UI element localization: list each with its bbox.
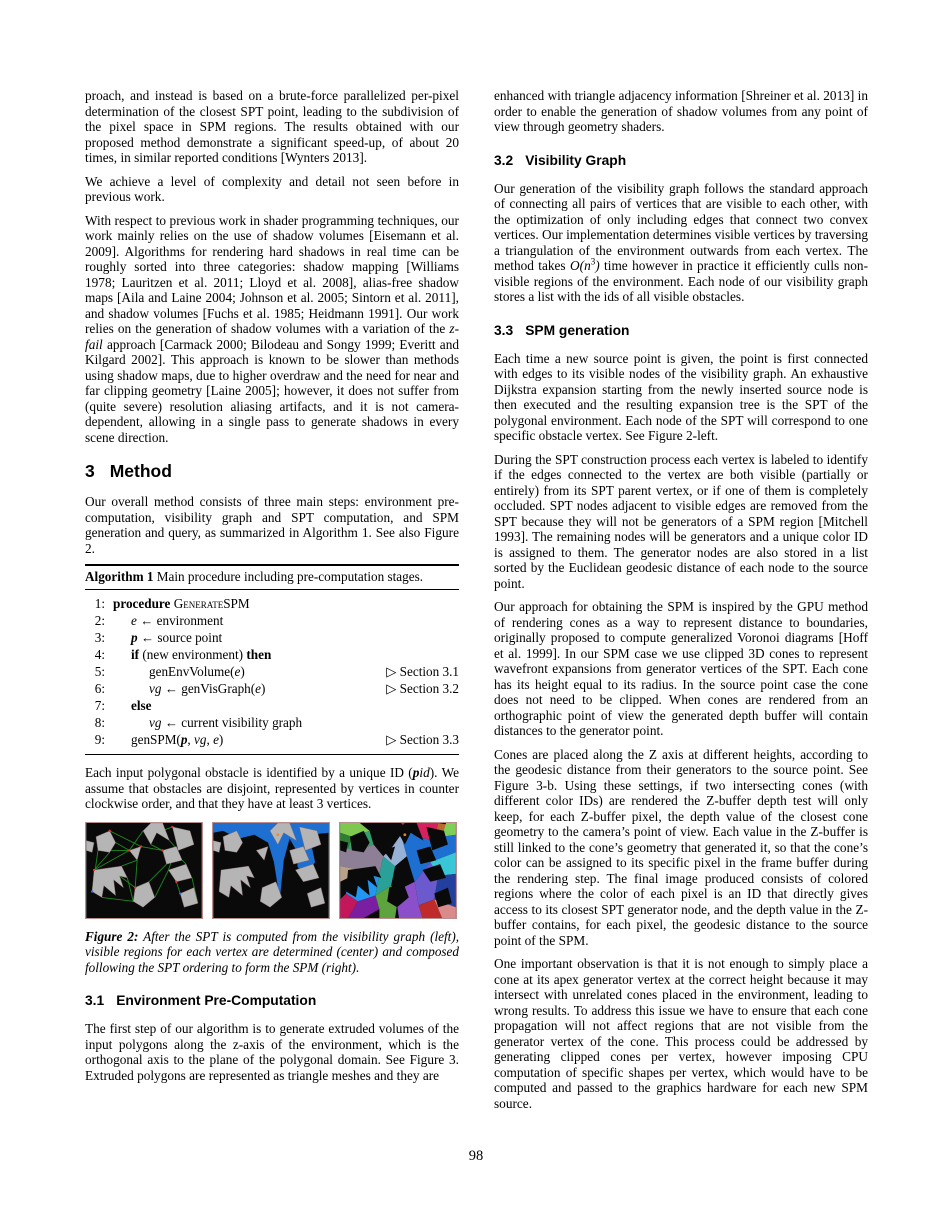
figure2-images bbox=[85, 822, 459, 919]
figure2-caption-text: After the SPT is computed from the visibility graph (left), visible regions for each vertex are determined (center) and composed following the SPT ordering to form the SPM (right). bbox=[85, 928, 460, 975]
paragraph: Cones are placed along the Z axis at different heights, according to the geodesic distance from their generators to the source point. See Figure 3-b. Using these settings, if two intersecting cones (with different color IDs) are rendered the Z-buffer depth test will only keep, for each Z-buffer pixel, the depth value of the closest cone geometry to the camera’s point of view. Each value in the Z-buffer is still linked to the cone’s geometry that generated it, so that the cone’s color can be assigned to its specific pixel in the frame buffer during the rendering step. The final image produced consists of colored regions where the color of each pixel is an ID that directly gives access to its closest SPT generator node, and the depth value in the Z-buffer contains, for each pixel, the geodesic distance to the source point of the SPM. bbox=[494, 746, 868, 948]
algorithm-lines bbox=[85, 590, 459, 755]
algorithm-line: 9: genSPM(p, vg, e) ▷ Section 3.3 bbox=[94, 732, 459, 747]
paragraph: enhanced with triangle adjacency information [Shreiner et al. 2013] in order to enable the generation of shadow volumes from any point of view through geometry shaders. bbox=[494, 88, 868, 134]
section-heading-spm-generation bbox=[494, 323, 868, 338]
section-heading-environment-precomputation bbox=[85, 993, 459, 1008]
paragraph: Our overall method consists of three main steps: environment pre-computation, visibility graph and SPT computation, and SPM generation and query, as summarized in Algorithm 1. See also Figure 2. bbox=[85, 494, 459, 556]
figure2-caption-label: Figure 2: bbox=[85, 928, 139, 944]
paragraph-text: approach [Carmack 2000; Bilodeau and Songy 1999; Everitt and Kilgard 2002]. This approach is known to be slower than methods using shadow maps, due to higher overdraw and the need for near and far clipping geometry [Laine 2005]; however, it does not suffer from (quite severe) resolution aliasing artifacts, and it is not camera-dependent, allowing in a single pass to generate shadows in every scene direction. bbox=[85, 336, 459, 445]
section-title: Method bbox=[109, 461, 172, 481]
figure2-image-spm-colored-regions bbox=[339, 822, 457, 919]
paragraph: The first step of our algorithm is to generate extruded volumes of the input polygons along the z-axis of the environment, which is the orthogonal axis to the plane of the polygonal domain. See Figure 3. Extruded polygons are represented as triangle meshes and they are bbox=[85, 1021, 459, 1083]
algorithm-line: 8: vg ← current visibility graph bbox=[94, 715, 303, 730]
algorithm-box bbox=[85, 564, 459, 755]
paragraph bbox=[85, 213, 459, 446]
paragraph: proach, and instead is based on a brute-force parallelized per-pixel determination of the closest SPT point, leading to the subdivision of the pixel space in SPM regions. The results obtained with our proposed method demonstrate a significant speed-up, of about 20 times, in similar reported conditions [Wynters 2013]. bbox=[85, 88, 459, 165]
algorithm-line: 4: if (new environment) then bbox=[94, 647, 272, 662]
figure2-caption bbox=[85, 929, 459, 976]
page-number: 98 bbox=[468, 1148, 484, 1164]
paragraph: Our approach for obtaining the SPM is inspired by the GPU method of rendering cones as a way to represent distance to boundaries, originally proposed to compute generalized Voronoi diagrams [Hoff et al. 1999]. In our SPM case we use clipped 3D cones to represent wavefront expansions from generator vertices of the SPT. Each cone has its height equal to its radius. In the source point case the cone does not need to be clipped. When cones are rendered from an orthographic point of view the generated depth buffer will contain distances to the generator point. bbox=[494, 599, 868, 738]
algorithm-line: 3: p ← source point bbox=[94, 630, 223, 645]
algorithm-caption bbox=[85, 566, 459, 590]
section-title: Visibility Graph bbox=[525, 152, 627, 168]
algorithm-line: 7: else bbox=[94, 698, 152, 713]
paragraph: Our generation of the visibility graph follows the standard approach of connecting all pairs of vertices that are visible to each other, with the optimization of only including edges that connect two convex vertices. Our implementation determines visible vertices by traversing a triangulation of the environment outwards from each vertex. The method takes $O(n^3)$ time however in practice it efficiently culls non-visible regions of the environment. Each node of our visibility graph stores a list with the ids of all visible obstacles. bbox=[494, 180, 868, 304]
zfail-term: z-fail bbox=[85, 321, 459, 352]
figure2-image-spt-visibility-graph bbox=[85, 822, 203, 919]
right-column bbox=[494, 88, 868, 1119]
algorithm-label: Algorithm 1 bbox=[85, 569, 154, 584]
paragraph-text: With respect to previous work in shader programming techniques, our work mainly relies on the use of shadow volumes [Eisemann et al. 2009]. Algorithms for rendering hard shadows in real time can be roughly sorted into three categories: shadow mapping [Williams 1978; Lauritzen et al. 2011; Lloyd et al. 2008], alias-free shadow maps [Aila and Laine 2004; Johnson et al. 2005; Sintorn et al. 2011], and shadow volumes [Fuchs et al. 1985; Heidmann 1991]. Our work relies on the generation of shadow volumes with a variation of the bbox=[85, 212, 459, 336]
section-heading-visibility-graph bbox=[494, 153, 868, 168]
algorithm-comment: ▷ Section 3.1 bbox=[386, 664, 459, 679]
big-o-notation: O bbox=[570, 258, 580, 273]
algorithm-line: 6: vg ← genVisGraph(e) ▷ Section 3.2 bbox=[94, 681, 459, 696]
paragraph: We achieve a level of complexity and detail not seen before in previous work. bbox=[85, 173, 459, 204]
algorithm-caption-text: Main procedure including pre-computation stages. bbox=[153, 569, 424, 584]
algorithm-comment: ▷ Section 3.2 bbox=[386, 681, 459, 696]
left-column bbox=[85, 88, 459, 1091]
section-title: Environment Pre-Computation bbox=[116, 993, 317, 1008]
paragraph: Each time a new source point is given, the point is first connected with edges to its visible nodes of the visibility graph. An exhaustive Dijkstra expansion starting from the newly inserted source node is then executed and the resulting expansion tree is the SPT of the polygonal environment. Each node of the SPT will correspond to one specific obstacle vertex. See Figure 2-left. bbox=[494, 350, 868, 443]
algorithm-comment: ▷ Section 3.3 bbox=[386, 732, 459, 747]
section-number: 3.1 bbox=[85, 993, 105, 1008]
paragraph: One important observation is that it is not enough to simply place a cone at its apex generator vertex at the correct height because it may intersect with unrelated cones placed in the environment, leading to wrong results. To address this issue we have to ensure that each cone propagation will not affect regions that are not visible from the generator vertex of the cone. This process could be addressed by generating clipped cones per vertex, however imposing CPU computation of specific shapes per vertex, which would have to be computed and passed to the graphics hardware for each new SPM source. bbox=[494, 956, 868, 1111]
figure2-image-vertex-visible-regions bbox=[212, 822, 330, 919]
algorithm-line: 1: procedure GenerateSPM bbox=[94, 596, 250, 611]
pid-term: p bbox=[412, 765, 420, 780]
paragraph: Each input polygonal obstacle is identified by a unique ID (pid). We assume that obstacles are disjoint, represented by vertices in counter clockwise order, and that they have at least 3 vertices. bbox=[85, 765, 459, 811]
algorithm-line: 5: genEnvVolume(e) ▷ Section 3.1 bbox=[94, 664, 459, 679]
section-title: SPM generation bbox=[525, 322, 630, 338]
section-number: 3.3 bbox=[494, 322, 514, 338]
section-number: 3.2 bbox=[494, 152, 514, 168]
algorithm-line: 2: e ← environment bbox=[94, 613, 224, 628]
section-number: 3 bbox=[85, 461, 95, 481]
paragraph: During the SPT construction process each vertex is labeled to identify if the edges connected to the vertex are both visible (partially or entirely) from its SPT parent vertex, or if one of them is completely occluded. SPT nodes adjacent to visible edges are removed from the SPT because they will not be generators of a SPM region [Mitchell 1993]. The remaining nodes will be generators and a unique color ID is assigned to them. The generator nodes are also stored in a list sorted by the Euclidean geodesic distance of each node to the source point. bbox=[494, 451, 868, 591]
figure2 bbox=[85, 822, 459, 976]
section-heading-method bbox=[85, 461, 459, 482]
